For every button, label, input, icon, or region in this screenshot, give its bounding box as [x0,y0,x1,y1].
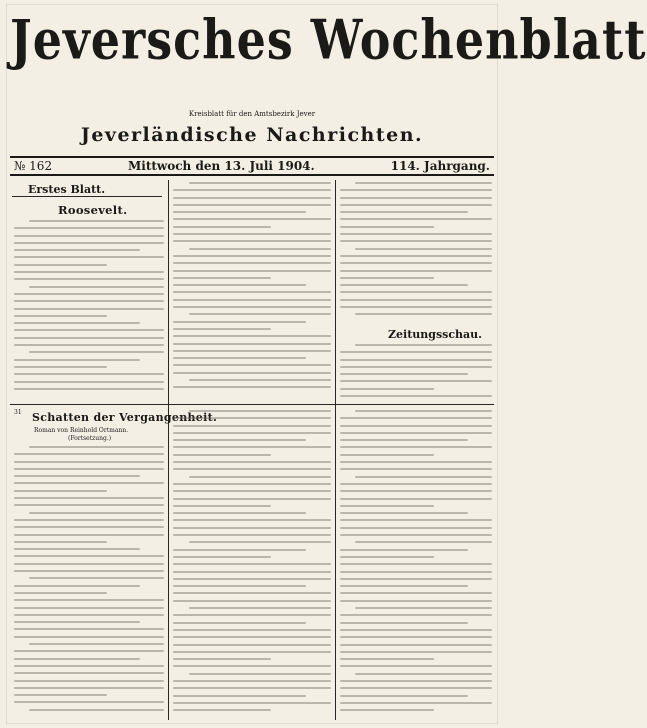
text-line [14,687,164,689]
text-line [340,226,434,228]
text-line [173,417,331,419]
text-line [355,673,492,675]
text-line [340,614,492,616]
text-line [14,694,107,696]
text-line [29,220,164,222]
text-line [14,482,164,484]
first-page-heading: Erstes Blatt. [28,183,106,196]
volume-number: 114. Jahrgang. [390,159,490,173]
text-line [14,475,140,477]
text-line [189,607,331,609]
text-line [340,395,492,397]
footnote-mark: 31 [14,409,22,416]
text-line [340,709,434,711]
text-line [355,344,492,346]
text-line [340,359,492,361]
masthead-mid-label: Kreisblatt für den Amtsbezirk Jever [188,110,316,118]
text-line [14,235,164,237]
text-line [173,512,306,514]
text-line [173,255,331,257]
serial-column-3 [340,410,492,718]
serial-part: (Fortsetzung.) [68,435,112,442]
text-line [173,357,306,359]
text-line [173,556,271,558]
text-line [173,578,331,580]
text-line [29,512,164,514]
text-line [14,680,164,682]
text-line [340,299,492,301]
text-line [29,643,164,645]
newspaper-view-article [340,344,492,400]
text-line [173,527,331,529]
text-line [340,556,434,558]
text-line [355,313,492,315]
text-line [173,233,331,235]
text-line [340,644,492,646]
text-line [173,592,331,594]
column-2-article [173,182,331,400]
text-line [340,262,492,264]
text-line [14,322,140,324]
text-line [29,286,164,288]
text-line [340,592,492,594]
issue-number: № 162 [14,159,53,173]
text-line [189,182,331,184]
text-line [340,490,492,492]
text-line [173,468,331,470]
text-line [173,519,331,521]
text-line [173,644,331,646]
text-line [14,614,164,616]
text-line [173,702,331,704]
text-line [340,204,492,206]
text-line [173,189,331,191]
text-line [29,351,164,353]
text-line [340,512,468,514]
text-line [14,242,164,244]
text-line [355,410,492,412]
text-line [14,548,140,550]
text-line [355,182,492,184]
text-line [173,571,331,573]
text-line [173,425,331,427]
text-line [14,271,164,273]
text-line [14,300,164,302]
text-line [14,388,164,390]
text-line [14,359,140,361]
text-line [173,204,331,206]
text-line [173,197,331,199]
text-line [173,454,271,456]
text-line [340,351,492,353]
text-line [14,381,164,383]
text-line [173,585,306,587]
newspaper-view-heading: Zeitungsschau. [388,328,483,341]
text-line [189,541,331,543]
text-line [340,425,492,427]
text-line [173,680,331,682]
text-line [14,526,164,528]
text-line [14,701,164,703]
first-page-underline [12,196,162,197]
text-line [173,299,331,301]
text-line [14,468,164,470]
text-line [173,270,331,272]
column-rule-2 [335,180,336,720]
text-line [355,541,492,543]
text-line [173,211,306,213]
text-line [173,534,331,536]
roosevelt-article [14,220,164,400]
text-line [173,709,271,711]
text-line [173,277,271,279]
text-line [14,534,164,536]
text-line [189,248,331,250]
text-line [340,189,492,191]
text-line [14,555,164,557]
dateline [10,156,494,176]
text-line [189,476,331,478]
text-line [340,291,492,293]
text-line [340,519,492,521]
text-line [173,439,306,441]
text-line [14,658,140,660]
text-line [14,315,107,317]
text-line [340,373,468,375]
text-line [173,328,271,330]
text-line [340,665,492,667]
text-line [173,629,331,631]
text-line [189,410,331,412]
text-line [173,306,331,308]
text-line [173,291,331,293]
text-line [340,571,492,573]
text-line [340,498,492,500]
text-line [173,218,331,220]
text-line [340,702,492,704]
newspaper-title: Jeversches Wochenblatt [10,8,647,72]
text-line [340,284,468,286]
text-line [14,329,164,331]
text-line [14,570,164,572]
text-line [340,277,434,279]
text-line [173,600,331,602]
text-line [173,364,331,366]
text-line [14,366,107,368]
text-line [14,337,164,339]
text-line [14,278,164,280]
text-line [340,446,492,448]
text-line [340,534,492,536]
text-line [173,498,331,500]
section-rule [10,404,494,405]
text-line [340,432,492,434]
text-line [340,366,492,368]
text-line [340,468,492,470]
text-line [173,284,306,286]
text-line [189,379,331,381]
column-3-article-top [340,182,492,324]
text-line [340,687,492,689]
text-line [340,578,492,580]
text-line [340,658,434,660]
text-line [355,248,492,250]
text-line [14,249,140,251]
text-line [14,599,164,601]
text-line [355,607,492,609]
text-line [173,636,331,638]
text-line [173,483,331,485]
text-line [340,505,434,507]
text-line [173,695,306,697]
text-line [189,673,331,675]
text-line [29,709,164,711]
serial-byline: Roman von Reinhold Ortmann. [34,427,129,434]
text-line [173,335,331,337]
text-line [340,563,492,565]
text-line [340,527,492,529]
text-line [340,380,492,382]
text-line [340,585,468,587]
text-line [340,629,492,631]
text-line [340,483,492,485]
masthead [10,8,647,154]
text-line [173,240,331,242]
text-line [29,577,164,579]
column-rule-1 [168,180,169,720]
text-line [14,293,164,295]
text-line [14,344,164,346]
text-line [340,600,492,602]
text-line [340,439,468,441]
text-line [14,497,164,499]
text-line [340,695,468,697]
text-line [340,255,492,257]
text-line [14,628,164,630]
text-line [173,658,271,660]
text-line [340,636,492,638]
text-line [173,350,331,352]
newspaper-subtitle: Jeverländische Nachrichten. [80,124,424,146]
text-line [29,446,164,448]
text-line [14,672,164,674]
text-line [340,454,434,456]
text-line [340,388,434,390]
text-line [340,270,492,272]
text-line [14,585,140,587]
text-line [173,563,331,565]
text-line [340,680,492,682]
text-line [14,592,107,594]
text-line [173,321,306,323]
serial-column-1 [14,446,164,718]
text-line [173,226,271,228]
text-line [340,549,468,551]
text-line [340,240,492,242]
text-line [340,461,492,463]
text-line [14,256,164,258]
text-line [14,490,107,492]
serial-column-2 [173,410,331,718]
text-line [173,490,331,492]
text-line [14,504,164,506]
roosevelt-headline: Roosevelt. [58,203,128,217]
text-line [14,264,107,266]
text-line [340,211,468,213]
text-line [14,373,164,375]
text-line [14,621,140,623]
issue-date: Mittwoch den 13. Juli 1904. [127,159,315,173]
text-line [173,432,331,434]
text-line [14,650,164,652]
text-line [14,453,164,455]
text-line [173,665,331,667]
text-line [173,651,331,653]
text-line [173,343,331,345]
text-line [340,622,468,624]
text-line [173,386,331,388]
text-line [173,446,331,448]
text-line [173,622,306,624]
text-line [14,636,164,638]
text-line [173,461,331,463]
text-line [173,505,271,507]
text-line [14,563,164,565]
text-line [173,614,331,616]
serial-title: Schatten der Vergangenheit. [32,411,218,424]
text-line [355,476,492,478]
text-line [340,197,492,199]
text-line [14,541,107,543]
text-line [173,262,331,264]
text-line [173,687,331,689]
text-line [14,227,164,229]
text-line [14,665,164,667]
text-line [340,651,492,653]
text-line [340,306,492,308]
text-line [14,607,164,609]
text-line [14,461,164,463]
text-line [173,549,306,551]
text-line [189,313,331,315]
text-line [14,519,164,521]
text-line [340,233,492,235]
text-line [340,218,492,220]
text-line [340,417,492,419]
text-line [14,308,164,310]
text-line [173,372,331,374]
